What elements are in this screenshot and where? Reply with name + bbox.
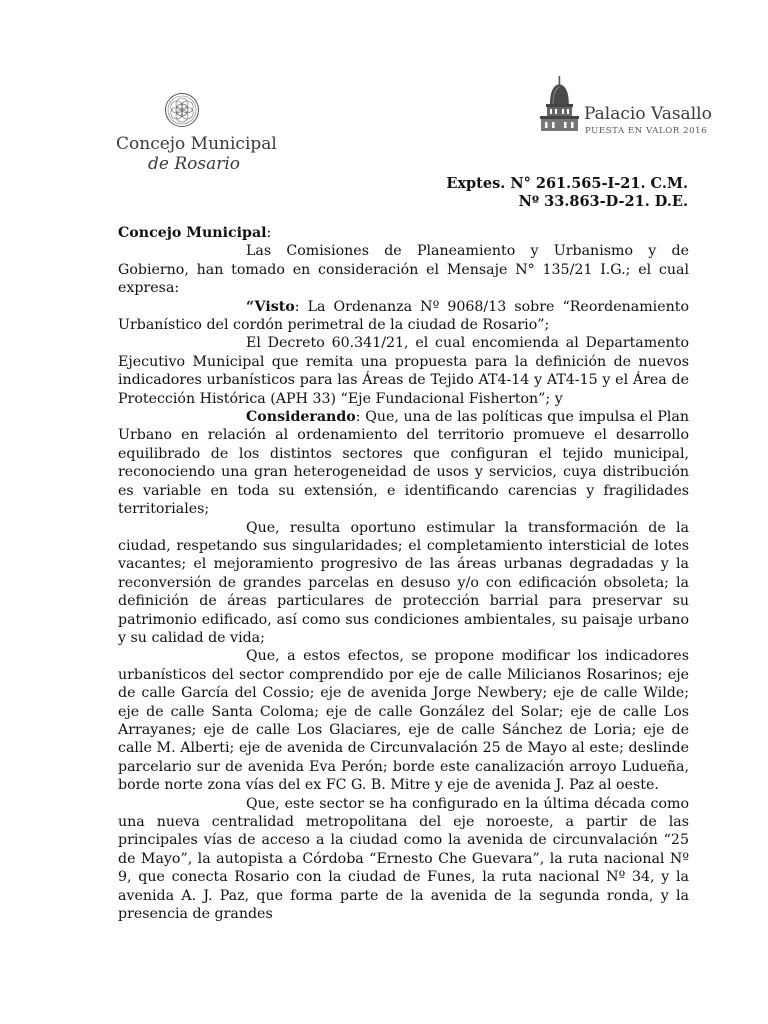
addressee-line [118,224,689,242]
palacio-subtitle: PUESTA EN VALOR 2016 [585,126,708,136]
paragraph-que-2 [118,647,689,794]
visto-text: : La Ordenanza Nº 9068/13 sobre “Reordenamiento Urbanístico del cordón perimetral de la ciudad de Rosario”; [118,298,689,334]
que-3-text: Que, este sector se ha configurado en la última década como una nueva centralidad metropolitana del eje noroeste, a partir de las principales vías de acceso a la ciudad como la avenida de circunvalación “25 de Mayo”, la autopista a Córdoba “Ernesto Che Guevara”, la ruta nacional Nº 9, que conecta Rosario con la ciudad de Funes, la ruta nacional Nº 34, y la avenida A. J. Paz, que forma parte de la avenida de la segunda ronda, y la presencia de grandes [118,795,689,923]
palacio-title: Palacio Vasallo [584,104,712,124]
paragraph-intro-text: Las Comisiones de Planeamiento y Urbanismo y de Gobierno, han tomado en consideración el Mensaje N° 135/21 I.G.; el cual expresa: [118,243,689,297]
considerando-label: Considerando [246,409,356,426]
considerando-text: : Que, una de las políticas que impulsa el Plan Urbano en relación al ordenamiento del territorio promueve el desarrollo equilibrado de los distintos sectores que configuran el tejido municipal, reconociendo una gran heterogeneidad de usos y servicios, cuya distribución es variable en toda su extensión, e identificando carencias y fragilidades territoriales; [118,409,689,518]
paragraph-intro [118,242,689,297]
que-2-text: Que, a estos efectos, se propone modificar los indicadores urbanísticos del sector comprendido por eje de calle Milicianos Rosarinos; eje de calle García del Cossio; eje de avenida Jorge Newbery; eje de calle Wilde; eje de calle Santa Coloma; eje de calle González del Solar; eje de calle Los Arrayanes; eje de calle Los Glaciares, eje de calle Sánchez de Loria; eje de calle M. Alberti; eje de avenida de Circunvalación 25 de Mayo al este; deslinde parcelario sur de avenida Eva Perón; borde este canalización arroyo Ludueña, borde norte zona vías del ex FC G. B. Mitre y eje de avenida J. Paz al oeste. [118,648,689,794]
palacio-logo [536,74,712,144]
expediente-ref-2: Nº 33.863-D-21. D.E. [518,193,688,210]
addressee-colon: : [266,225,272,241]
paragraph-visto [118,298,689,335]
visto-label: “Visto [246,298,295,315]
concejo-name-line2: de Rosario [148,154,241,174]
paragraph-que-3 [118,795,689,924]
paragraph-que-1 [118,519,689,648]
decreto-text: El Decreto 60.341/21, el cual encomienda al Departamento Ejecutivo Municipal que remita una propuesta para la definición de nuevos indicadores urbanísticos para las Áreas de Tejido AT4-14 y AT4-15 y el Área de Protección Histórica (APH 33) “Eje Fundacional Fisherton”; y [118,335,689,407]
paragraph-decreto [118,334,689,408]
concejo-logo [116,88,276,178]
palacio-dome-icon [536,74,584,132]
document-body [118,224,689,923]
expediente-ref-1: Exptes. N° 261.565-I-21. C.M. [446,175,688,192]
paragraph-considerando [118,408,689,518]
addressee-label: Concejo Municipal [118,225,267,241]
que-1-text: Que, resulta oportuno estimular la transformación de la ciudad, respetando sus singularidades; el completamiento intersticial de lotes vacantes; el mejoramiento progresivo de las áreas urbanas degradadas y la reconversión de grandes parcelas en desuso y/o con edificación obsoleta; la definición de áreas particulares de protección barrial para preservar su patrimonio edificado, así como sus condiciones ambientales, su paisaje urbano y su calidad de vida; [118,519,689,646]
concejo-seal-icon [164,92,200,128]
concejo-name-line1: Concejo Municipal [116,134,277,154]
